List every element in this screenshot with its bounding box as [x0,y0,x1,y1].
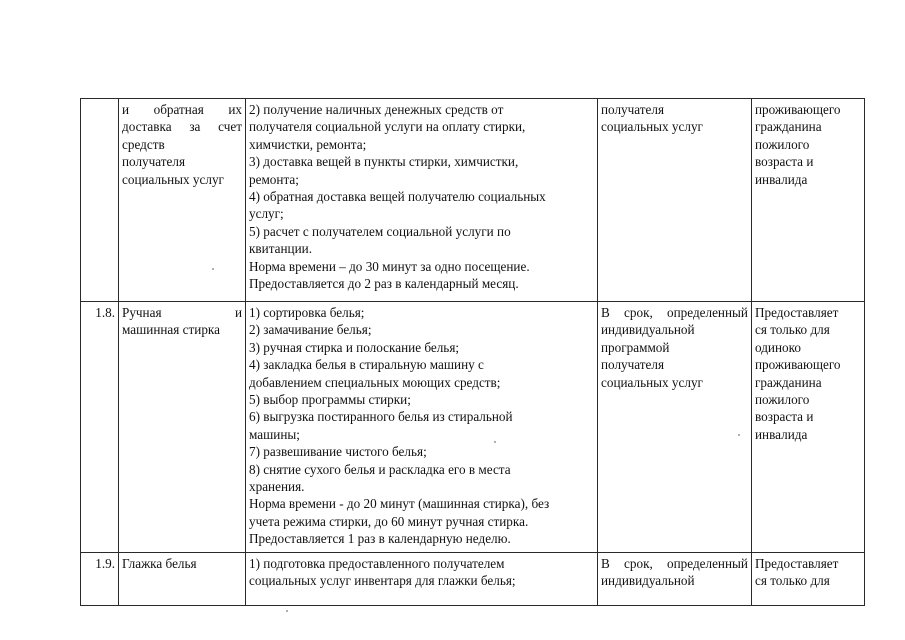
text-line: 6) выгрузка постиранного белья из стиральной [249,409,513,425]
text-line: социальных услуг инвентаря для глажки белья; [249,573,516,589]
service-term-cell [598,302,752,553]
row-number: 1.8. [81,302,119,553]
text-line: 4) обратная доставка вещей получателю социальных [249,189,546,205]
text-line: Норма времени - до 20 минут (машинная стирка), без [249,496,550,512]
text-line: пожилого [755,136,810,152]
word: получателя [601,357,665,373]
text-line [122,321,242,338]
text-line: проживающего [755,357,841,373]
text-line: гражданина [755,119,822,135]
text-line: 8) снятие сухого белья и раскладка его в места [249,461,511,477]
text-line [122,118,242,135]
text-line: ся только для [755,573,830,589]
text-line: получателя социальной услуги на оплату стирки, [249,119,526,135]
row-number [81,99,119,302]
word: социальных услуг [122,171,224,187]
text-line [601,374,748,391]
scan-speck [212,268,214,270]
text-line [601,572,748,589]
services-table-body [81,99,865,606]
word: определенный [667,556,748,571]
table-row [81,302,865,553]
text-line: проживающего [755,102,841,117]
text-line: 4) закладка белья в стиральную машину с [249,357,484,373]
service-name-cell [119,302,246,553]
service-content-cell [246,302,598,553]
scan-speck [494,441,496,443]
text-line [122,101,242,118]
word: социальных услуг [601,374,703,390]
text-line: получателя [601,102,665,117]
text-line: учета режима стирки, до 60 минут ручная стирка. [249,513,529,529]
word: Ручная [122,305,162,320]
row-number: 1.9. [81,553,119,606]
text-line [122,304,242,321]
word: Глажка белья [122,556,197,571]
word: В [601,305,610,320]
text-line: квитанции. [249,241,312,257]
text-line: возраста и [755,154,814,170]
service-condition-cell [752,553,865,606]
text-line: машины; [249,426,300,442]
text-line: социальных услуг [601,119,703,135]
table-row [81,553,865,606]
service-content-cell [246,99,598,302]
text-line: Норма времени – до 30 минут за одно посещение. [249,258,530,274]
word: срок, [624,305,653,320]
service-term-cell [598,99,752,302]
service-term-cell [598,553,752,606]
text-line: 5) расчет с получателем социальной услуги по [249,223,511,239]
text-line: хранения. [249,479,305,495]
text-line: 5) выбор программы стирки; [249,392,411,408]
text-line: Предоставляется 1 раз в календарную неделю. [249,531,511,547]
text-line: услуг; [249,206,284,222]
service-content-cell [246,553,598,606]
word: индивидуальной [601,322,695,338]
text-line: одиноко [755,339,801,355]
text-line: Предоставляет [755,556,839,571]
word: за [189,119,201,135]
services-table [80,98,865,606]
text-line: возраста и [755,409,814,425]
word: получателя [122,154,186,170]
word: определенный [667,305,748,320]
word: доставка [122,119,172,135]
text-line: 7) развешивание чистого белья; [249,444,427,460]
service-condition-cell [752,302,865,553]
word: их [228,102,242,117]
text-line: инвалида [755,171,808,187]
text-line [601,555,748,572]
text-line [601,356,748,373]
scan-speck [286,610,288,612]
text-line [122,171,242,188]
service-name-cell [119,99,246,302]
word: В [601,556,610,571]
text-line: пожилого [755,392,810,408]
text-line [601,304,748,321]
table-row [81,99,865,302]
scan-speck [738,434,740,436]
word: индивидуальной [601,573,695,589]
text-line: ремонта; [249,171,299,187]
text-line [601,339,748,356]
service-name-cell [119,553,246,606]
text-line: 2) получение наличных денежных средств от [249,102,504,117]
text-line [122,555,242,572]
text-line: 3) доставка вещей в пункты стирки, химчистки, [249,154,519,170]
text-line: ся только для [755,322,830,338]
text-line: 1) сортировка белья; [249,305,365,320]
text-line: добавлением специальных моющих средств; [249,374,501,390]
word: обратная [153,102,204,117]
text-line: 2) замачивание белья; [249,322,372,338]
word: счет [218,119,242,135]
word: и [234,305,242,320]
service-condition-cell [752,99,865,302]
text-line: 1) подготовка предоставленного получателем [249,556,505,571]
word: средств [122,136,165,152]
text-line: Предоставляется до 2 раз в календарный месяц. [249,276,519,292]
word: машинная стирка [122,322,220,338]
text-line [601,321,748,338]
text-line: инвалида [755,426,808,442]
text-line: 3) ручная стирка и полоскание белья; [249,339,460,355]
text-line [122,136,242,153]
word: программой [601,339,670,355]
text-line: Предоставляет [755,305,839,320]
word: срок, [624,556,653,571]
text-line: гражданина [755,374,822,390]
word: и [122,102,130,117]
text-line: химчистки, ремонта; [249,136,367,152]
text-line [122,153,242,170]
